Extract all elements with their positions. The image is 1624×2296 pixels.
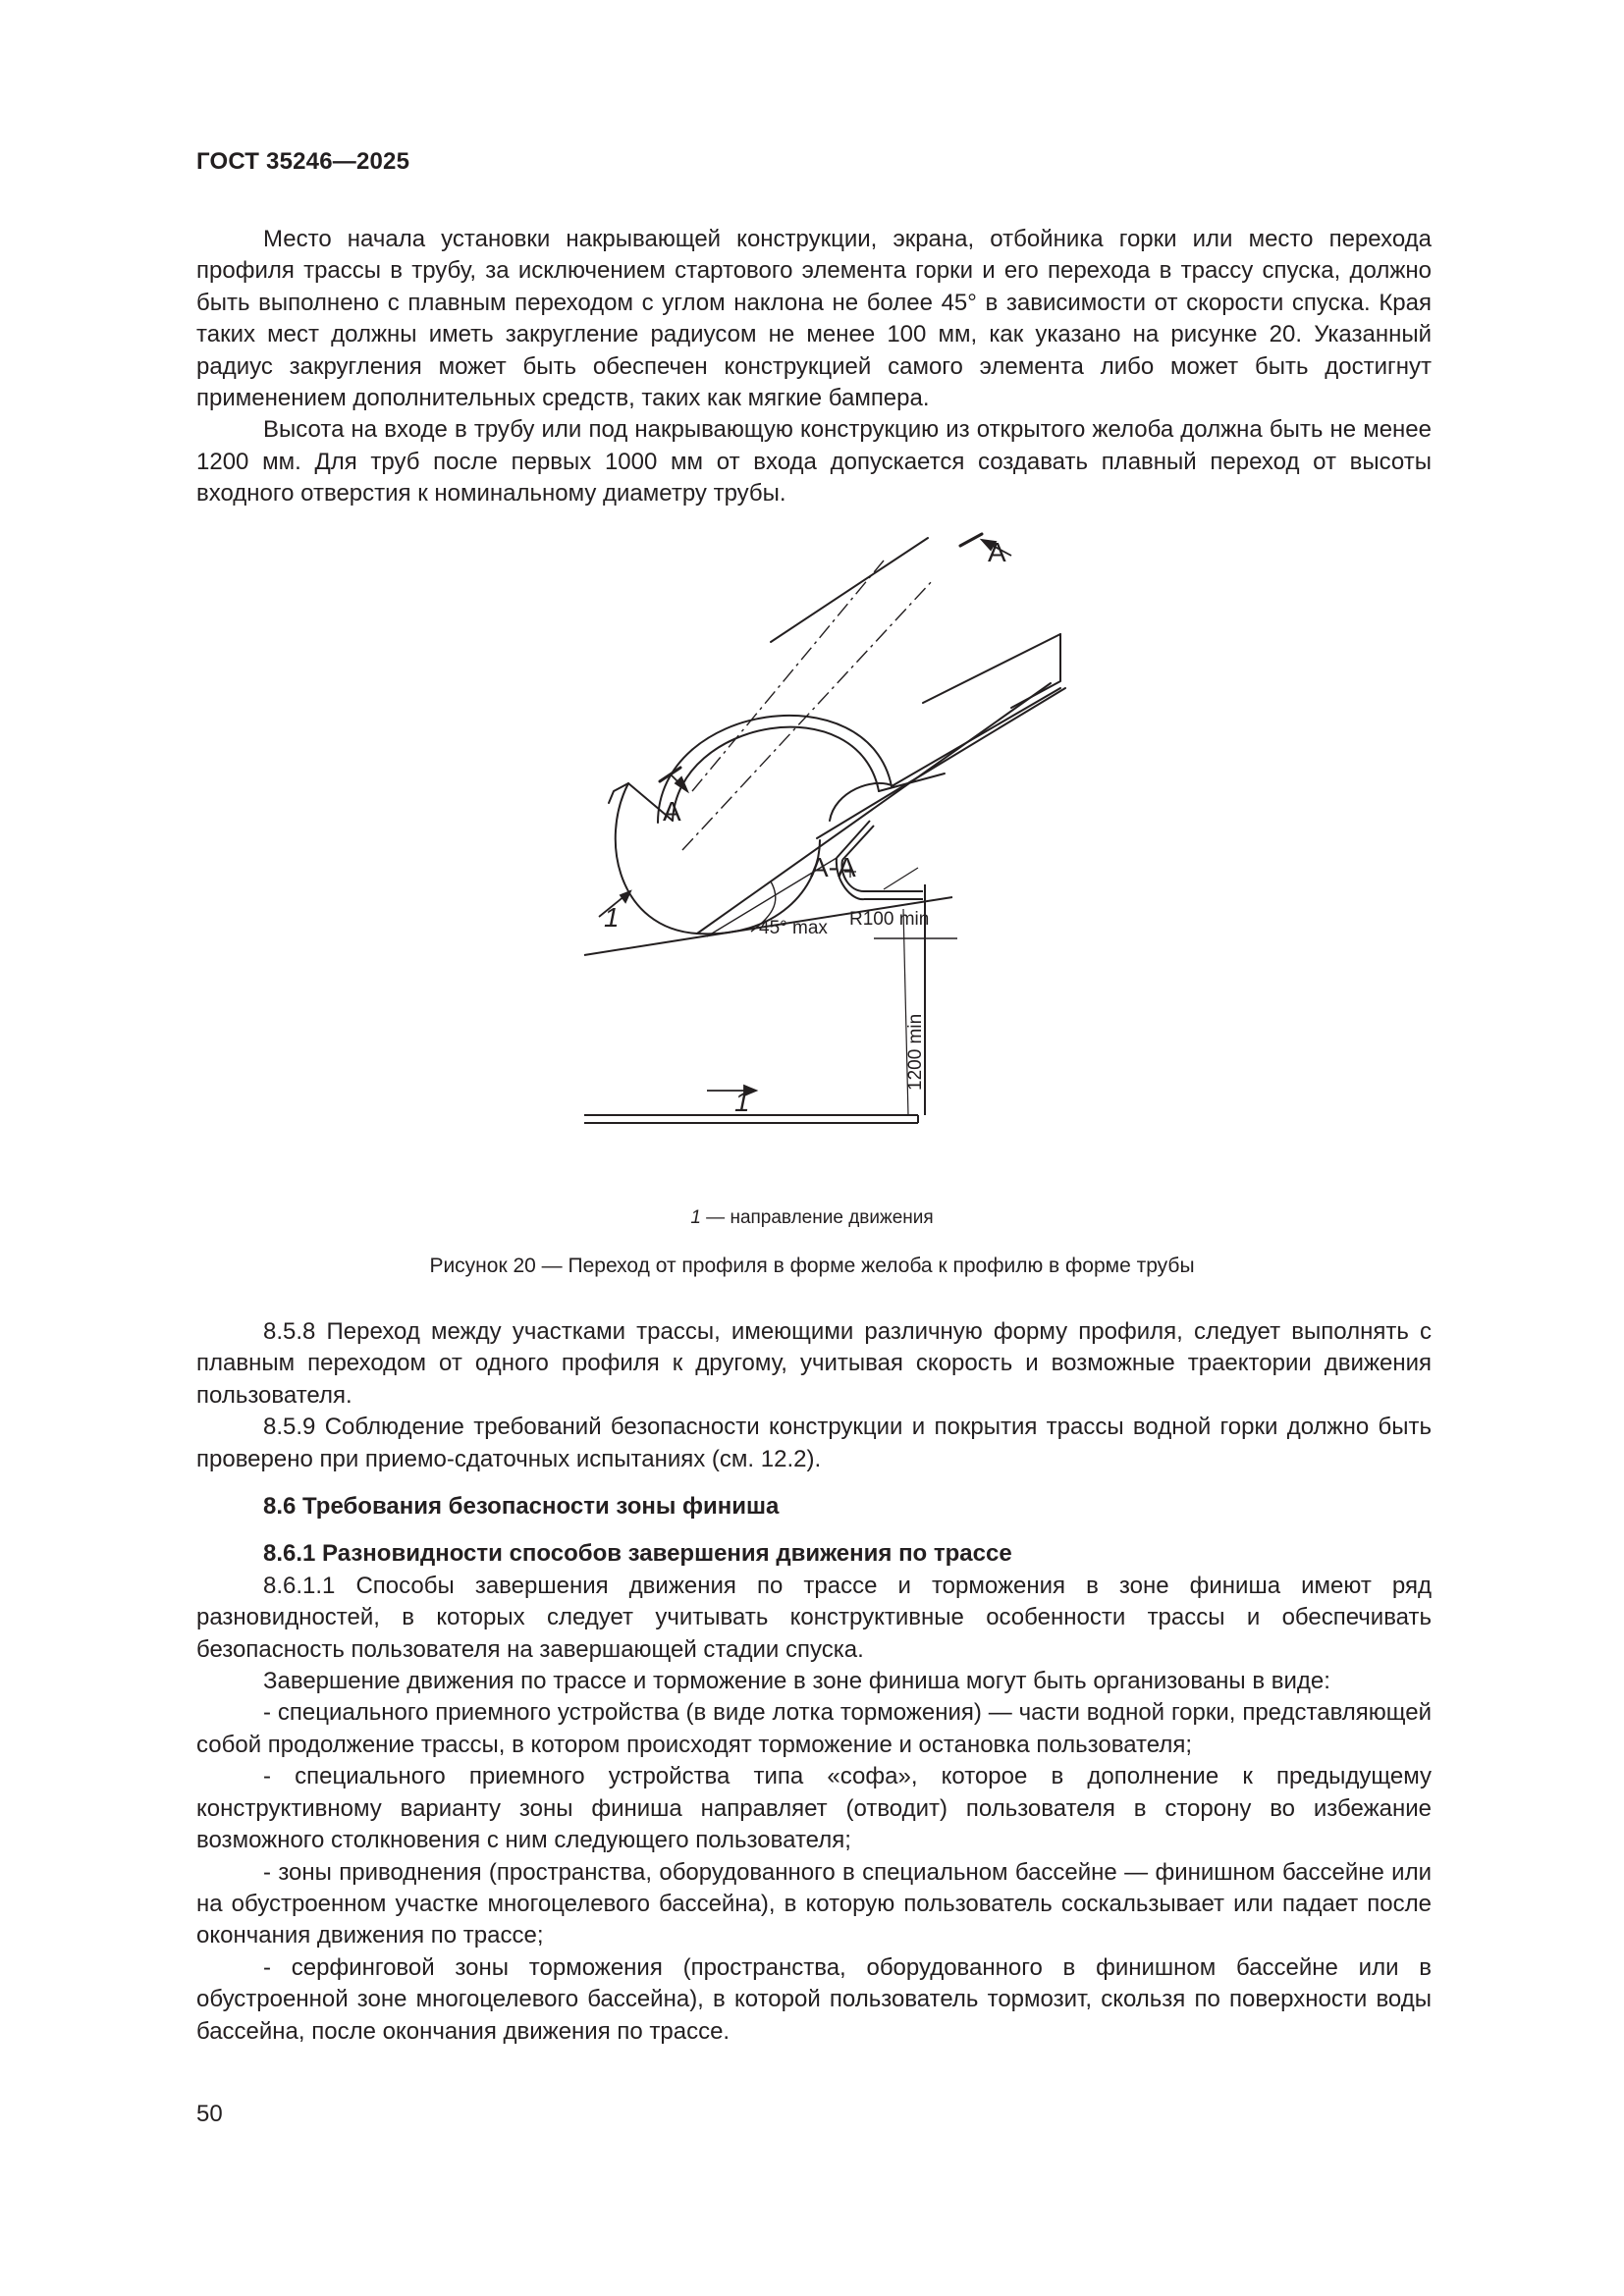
paragraph: Завершение движения по трассе и торможение в зоне финиша могут быть организованы в виде: <box>263 1668 1330 1695</box>
list-item: - специального приемного устройства типа «софа», которое в дополнение к предыдущему конструктивному варианту зоны финиша направляет (отводит) пользователя в сторону во избежание возможного столкновения с ним следующего пользователя; <box>196 1763 1432 1854</box>
direction-label-bottom: 1 <box>734 1087 750 1117</box>
list-item: - специального приемного устройства (в виде лотка торможения) — части водной горки, представляющей собой продолжение трассы, в котором происходят торможение и остановка пользователя; <box>196 1699 1432 1758</box>
paragraph: Высота на входе в трубу или под накрывающую конструкцию из открытого желоба должна быть не менее 1200 мм. Для труб после первых 1000 мм от входа допускается создавать плавный переход от высоты входного отверстия к номинальному диаметру трубы. <box>196 416 1432 507</box>
paragraph: 8.6.1.1 Способы завершения движения по трассе и торможения в зоне финиша имеют ряд разновидностей, в которых следует учитывать конструктивные особенности трассы и обеспечивать безопасность пользователя на завершающей стадии спуска. <box>196 1572 1432 1663</box>
angle-label: 45° max <box>759 918 828 938</box>
height-label: 1200 min <box>905 1013 926 1091</box>
paragraph: 8.5.8 Переход между участками трассы, имеющими различную форму профиля, следует выполнять с плавным переходом от одного профиля к другому, учитывая скорость и возможные траектории движения пользователя. <box>196 1318 1432 1409</box>
list-item: - серфинговой зоны торможения (пространства, оборудованного в финишном бассейне или в обустроенной зоне многоцелевого бассейна), в которой пользователь тормозит, скользя по поверхности воды бассейна, после окончания движения по трассе. <box>196 1953 1432 2045</box>
section-mark-top: А <box>988 537 1006 567</box>
legend-text: — направление движения <box>706 1207 934 1228</box>
section-view-label: А-А <box>810 852 856 882</box>
figure-caption: Рисунок 20 — Переход от профиля в форме желоба к профилю в форме трубы <box>429 1255 1195 1277</box>
intro-text <box>196 224 1432 510</box>
document-header: ГОСТ 35246—2025 <box>196 148 410 175</box>
subsection-heading: 8.6.1 Разновидности способов завершения движения по трассе <box>263 1540 1012 1568</box>
paragraph: Место начала установки накрывающей конструкции, экрана, отбойника горки или место перехода профиля трассы в трубу, за исключением стартового элемента горки и его перехода в трассу спуска, должно быть выполнено с плавным переходом с углом наклона не более 45° в зависимости от скорости спуска. Края таких мест должны иметь закругление радиусом не менее 100 мм, как указано на рисунке 20. Указанный радиус закругления может быть обеспечен конструкцией самого элемента либо может быть достигнут применением дополнительных средств, таких как мягкие бампера. <box>196 226 1432 412</box>
section-mark-bottom: А <box>663 796 681 827</box>
paragraph: 8.5.9 Соблюдение требований безопасности конструкции и покрытия трассы водной горки должно быть проверено при приемо-сдаточных испытаниях (см. 12.2). <box>196 1414 1432 1472</box>
radius-label: R100 min <box>849 909 930 930</box>
figure-legend <box>0 1207 1624 1229</box>
list-item: - зоны приводнения (пространства, оборудованного в специальном бассейне — финишном бассейне или на обустроенном участке многоцелевого бассейна), в которую пользователь соскальзывает или падает после окончания движения по трассе; <box>196 1858 1432 1949</box>
main-text <box>196 1316 1432 2048</box>
direction-label-top: 1 <box>604 902 620 933</box>
figure-20-diagram <box>579 526 1110 1194</box>
page-number: 50 <box>196 2101 223 2127</box>
section-heading: 8.6 Требования безопасности зоны финиша <box>263 1493 780 1521</box>
legend-number: 1 <box>690 1207 701 1228</box>
